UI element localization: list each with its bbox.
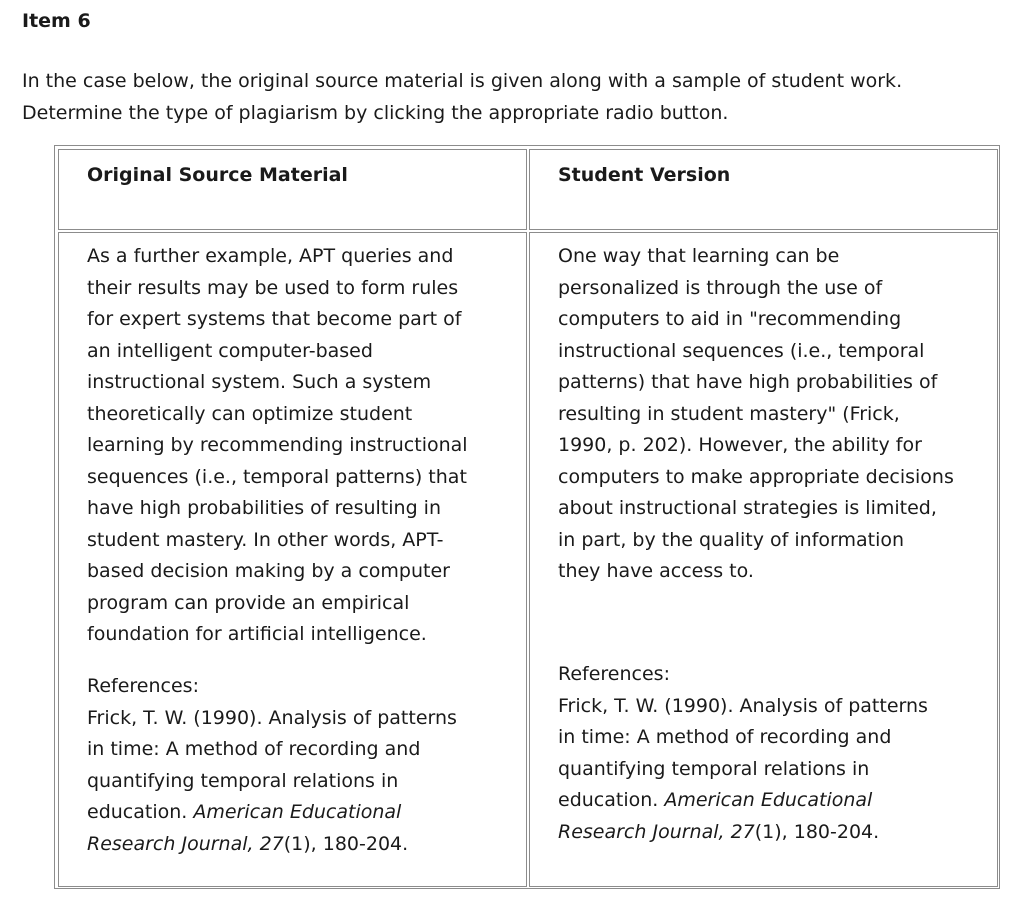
text-line: As a further example, APT queries and xyxy=(87,245,454,267)
text-line: have high probabilities of resulting in xyxy=(87,497,442,519)
original-source-text xyxy=(87,241,507,651)
text-line: personalized is through the use of xyxy=(558,276,883,299)
text-line: they have access to. xyxy=(558,560,754,582)
reference-line xyxy=(87,797,507,829)
reference-line xyxy=(87,829,507,861)
references-label: References: xyxy=(558,663,670,685)
text-line: resulting in student mastery" (Frick, xyxy=(558,402,900,425)
text-line: instructional system. Such a system xyxy=(87,371,432,393)
journal-title: Research Journal, 27 xyxy=(87,832,284,855)
student-version-header: Student Version xyxy=(558,164,731,186)
reference-line: quantifying temporal relations in xyxy=(558,757,870,780)
references-label: References: xyxy=(87,675,199,697)
reference-text: education. xyxy=(87,801,194,823)
text-line: about instructional strategies is limited, xyxy=(558,497,937,519)
reference-line: in time: A method of recording and xyxy=(558,726,892,748)
original-header-cell xyxy=(58,149,527,230)
reference-line xyxy=(558,817,978,849)
text-line: in part, by the quality of information xyxy=(558,528,905,551)
item-title: Item 6 xyxy=(22,10,91,32)
reference-text: (1), 180-204. xyxy=(754,820,880,843)
text-line: computers to make appropriate decisions xyxy=(558,465,954,488)
reference-line xyxy=(558,785,978,817)
journal-title: Research Journal, 27 xyxy=(558,820,755,843)
original-source-cell xyxy=(58,232,527,887)
instructions-line: In the case below, the original source material is given along with a sample of student work. xyxy=(22,70,903,92)
reference-line: Frick, T. W. (1990). Analysis of patterns xyxy=(87,706,457,729)
text-line: for expert systems that become part of xyxy=(87,308,462,330)
text-line: theoretically can optimize student xyxy=(87,402,413,425)
reference-line: Frick, T. W. (1990). Analysis of patterns xyxy=(558,694,928,717)
reference-text: (1), 180-204. xyxy=(283,832,409,855)
text-line: student mastery. In other words, APT- xyxy=(87,528,444,551)
original-source-header: Original Source Material xyxy=(87,164,348,186)
student-version-text xyxy=(558,241,978,588)
instructions xyxy=(22,65,1012,129)
text-line: instructional sequences (i.e., temporal xyxy=(558,339,925,362)
text-line: One way that learning can be xyxy=(558,245,840,267)
original-references xyxy=(87,671,507,860)
comparison-table xyxy=(54,145,1000,889)
journal-title: American Educational xyxy=(664,789,873,811)
text-line: their results may be used to form rules xyxy=(87,276,459,299)
reference-line: in time: A method of recording and xyxy=(87,738,421,760)
text-line: patterns) that have high probabilities of xyxy=(558,371,938,393)
instructions-line: Determine the type of plagiarism by clicking the appropriate radio button. xyxy=(22,102,729,124)
student-header-cell xyxy=(529,149,998,230)
text-line: program can provide an empirical xyxy=(87,591,410,614)
reference-line: quantifying temporal relations in xyxy=(87,769,399,792)
text-line: an intelligent computer-based xyxy=(87,339,373,362)
journal-title: American Educational xyxy=(193,801,402,823)
text-line: sequences (i.e., temporal patterns) that xyxy=(87,465,467,488)
text-line: computers to aid in "recommending xyxy=(558,308,902,330)
student-version-cell xyxy=(529,232,998,887)
text-line: based decision making by a computer xyxy=(87,560,450,582)
text-line: learning by recommending instructional xyxy=(87,434,468,456)
text-line: 1990, p. 202). However, the ability for xyxy=(558,434,922,456)
reference-text: education. xyxy=(558,789,665,811)
text-line: foundation for artificial intelligence. xyxy=(87,623,427,645)
student-references xyxy=(558,659,978,848)
